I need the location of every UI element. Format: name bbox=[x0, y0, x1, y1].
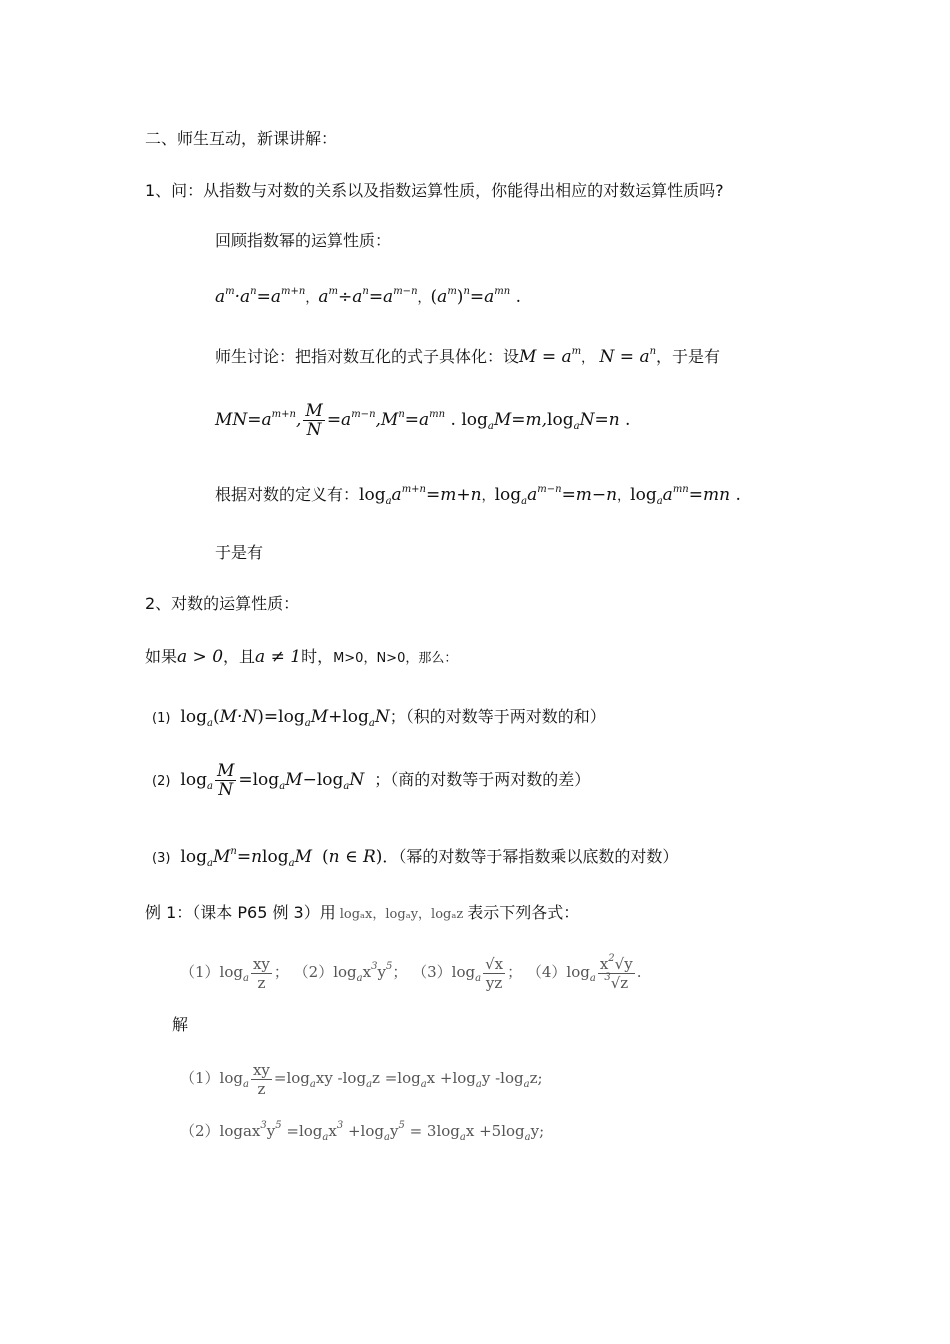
condition-a-positive: a > 0 bbox=[177, 647, 224, 667]
review-text: 回顾指数幂的运算性质： bbox=[215, 231, 392, 250]
so-text: 于是有 bbox=[215, 543, 264, 562]
discussion-text: 师生讨论：把指对数互化的式子具体化：设 bbox=[215, 347, 520, 366]
example-items: $(1)\log_a$ $\frac{xy}{z}$ ； $(2)\log_ax^3y^5$； $(3)\log_a$ $\frac{√x}{yz}$ ； $(4)\log_a$ $\frac{x^2√y}{^3√z}$ . bbox=[180, 952, 642, 992]
property-3-formula: $\log_aM^n=nlog_aM$ (n ∈ R) bbox=[180, 846, 383, 869]
solution-1-number: （1） bbox=[180, 1069, 220, 1087]
section-heading: 二、师生互动，新课讲解： bbox=[145, 129, 338, 148]
property-2-note: ；（商的对数等于两对数的差） bbox=[374, 770, 591, 789]
log-definition-formula: $\log_aa^{m+n}=m+n$，$\log_aa^{m-n}=m-n$，$\log_aa^{mn}=mn$ . bbox=[359, 484, 741, 507]
example-variables: logₐx，logₐy，logₐz bbox=[339, 907, 464, 922]
condition-text-c: 时， bbox=[301, 647, 334, 666]
properties-title: 2、对数的运算性质： bbox=[145, 594, 300, 613]
example-text: （课本 P65 例 3）用 bbox=[192, 903, 336, 922]
solution-label: 解 bbox=[172, 1015, 189, 1034]
discussion-line bbox=[215, 346, 720, 370]
property-3 bbox=[152, 846, 678, 870]
substitution-formula: $M = a^m$， $N = a^n$ bbox=[519, 346, 657, 367]
item-4-number: （4） bbox=[526, 963, 567, 981]
property-1-note: ；（积的对数等于两对数的和） bbox=[389, 707, 606, 726]
mn-formula: $MN=a^{m+n}$, $\frac{M}{N}$ $=a^{m-n},M^n=a^{mn}$ . $\log_aM=m,\log_aN=n$ . bbox=[215, 401, 631, 440]
property-1 bbox=[152, 706, 606, 730]
by-definition-line bbox=[215, 484, 741, 508]
item-3-number: （3） bbox=[412, 963, 452, 981]
solution-1: $(1)\log_a$ $\frac{xy}{z}$ $=\log_axy$ $-\log_az =\log_ax +\log_ay$ $-\log_az$; bbox=[180, 1060, 543, 1098]
by-definition-text: 根据对数的定义有： bbox=[215, 485, 360, 504]
solution-2-number: （2） bbox=[180, 1122, 220, 1140]
condition-line bbox=[145, 646, 457, 670]
property-3-number: (3) bbox=[152, 851, 171, 866]
condition-text-d: M>0，N>0，那么： bbox=[333, 651, 458, 666]
example-line bbox=[145, 902, 579, 926]
condition-text-b: ，且 bbox=[223, 647, 256, 666]
property-2-formula: $\log_a$ $\frac{M}{N}$ $=\log_aM-\log_aN$ bbox=[180, 761, 365, 800]
property-2 bbox=[152, 760, 590, 802]
exponent-rules-formula: $a^m\cdot a^n=a^{m+n}$，$a^m\div a^n=a^{m-n}$，$(a^m)^n=a^{mn}$ . bbox=[215, 286, 522, 307]
condition-text: 如果 bbox=[145, 647, 178, 666]
property-2-number: (2) bbox=[152, 774, 171, 789]
example-label: 例 1： bbox=[145, 903, 193, 922]
property-1-number: (1) bbox=[152, 711, 171, 726]
question-1: 1、问：从指数与对数的关系以及指数运算性质，你能得出相应的对数运算性质吗? bbox=[145, 181, 724, 200]
item-1-number: （1） bbox=[180, 963, 220, 981]
property-1-formula: $\log_a(M\cdot N)=\log_aM+\log_aN$ bbox=[180, 707, 390, 729]
condition-a-not-one: a ≠ 1 bbox=[255, 647, 302, 667]
item-2-number: （2） bbox=[293, 963, 334, 981]
solution-2: $(2)logax^3y^5 =\log_ax^3 +\log_ay^5 = 3\log_ax +5\log_ay$; bbox=[180, 1120, 545, 1143]
example-text-b: 表示下列各式： bbox=[467, 903, 580, 922]
discussion-text-b: ，于是有 bbox=[656, 347, 721, 366]
property-3-note: ．（幂的对数等于幂指数乘以底数的对数） bbox=[382, 847, 679, 866]
